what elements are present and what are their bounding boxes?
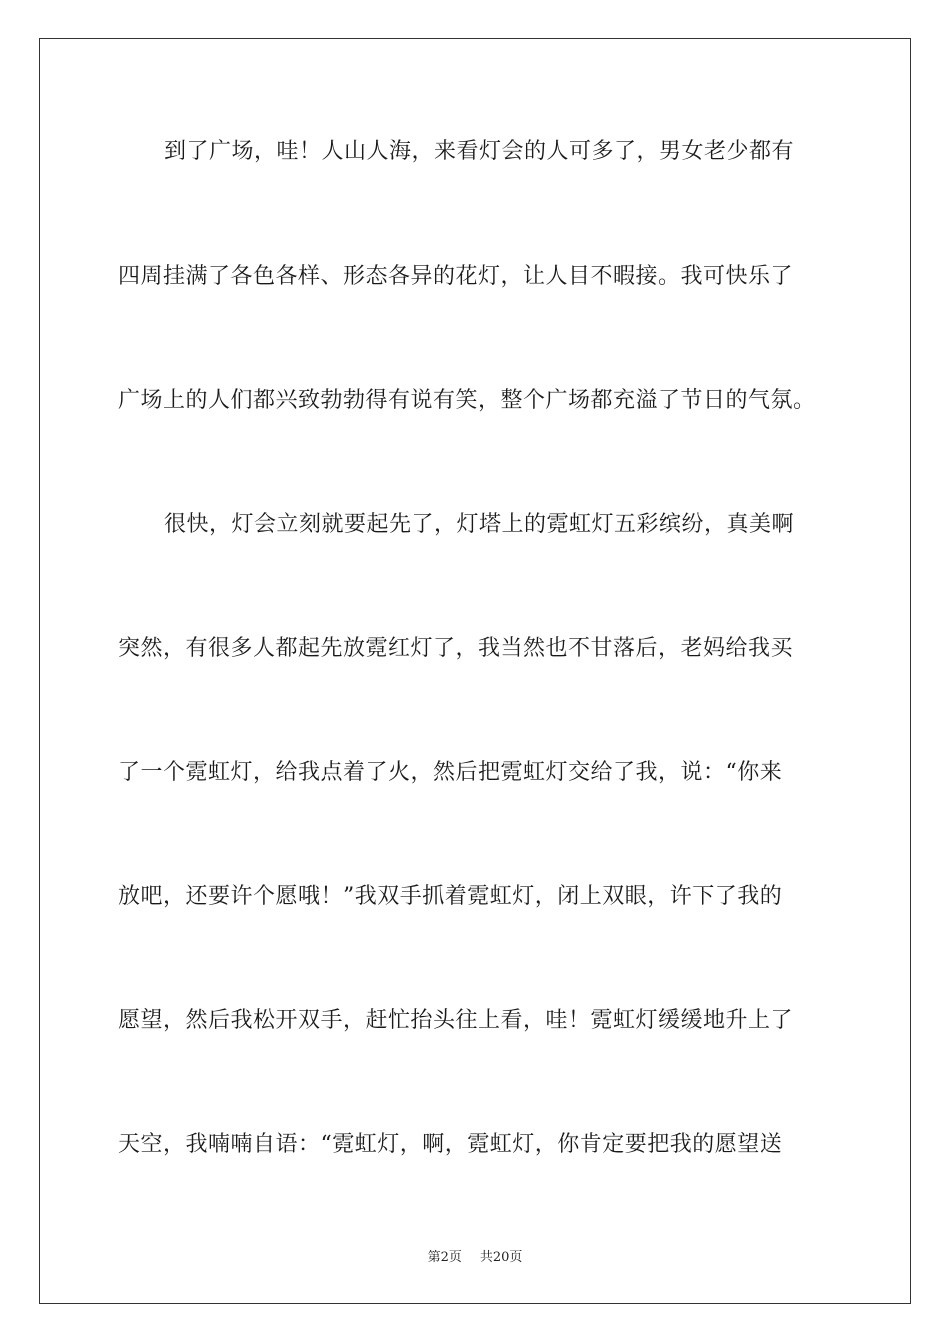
text-line: 很快，灯会立刻就要起先了，灯塔上的霓虹灯五彩缤纷，真美啊 [164, 512, 795, 537]
page-number: 第2页 [427, 1250, 462, 1265]
page-total: 共20页 [479, 1250, 523, 1265]
text-line: 突然，有很多人都起先放霓红灯了，我当然也不甘落后，老妈给我买 [118, 636, 794, 661]
page-frame [39, 38, 911, 1304]
text-line: 天空，我喃喃自语：“霓虹灯，啊，霓虹灯，你肯定要把我的愿望送 [118, 1132, 783, 1157]
text-line: 到了广场，哇！人山人海，来看灯会的人可多了，男女老少都有 [164, 139, 795, 164]
text-line: 四周挂满了各色各样、形态各异的花灯，让人目不暇接。我可快乐了 [118, 264, 794, 289]
text-line: 愿望，然后我松开双手，赶忙抬头往上看，哇！霓虹灯缓缓地升上了 [118, 1008, 794, 1033]
page-footer [0, 1246, 950, 1265]
text-line: 广场上的人们都兴致勃勃得有说有笑，整个广场都充溢了节日的气氛。 [118, 388, 816, 413]
text-line: 放吧，还要许个愿哦！”我双手抓着霓虹灯，闭上双眼，许下了我的 [118, 884, 783, 909]
text-line: 了一个霓虹灯，给我点着了火，然后把霓虹灯交给了我，说：“你来 [118, 760, 783, 785]
